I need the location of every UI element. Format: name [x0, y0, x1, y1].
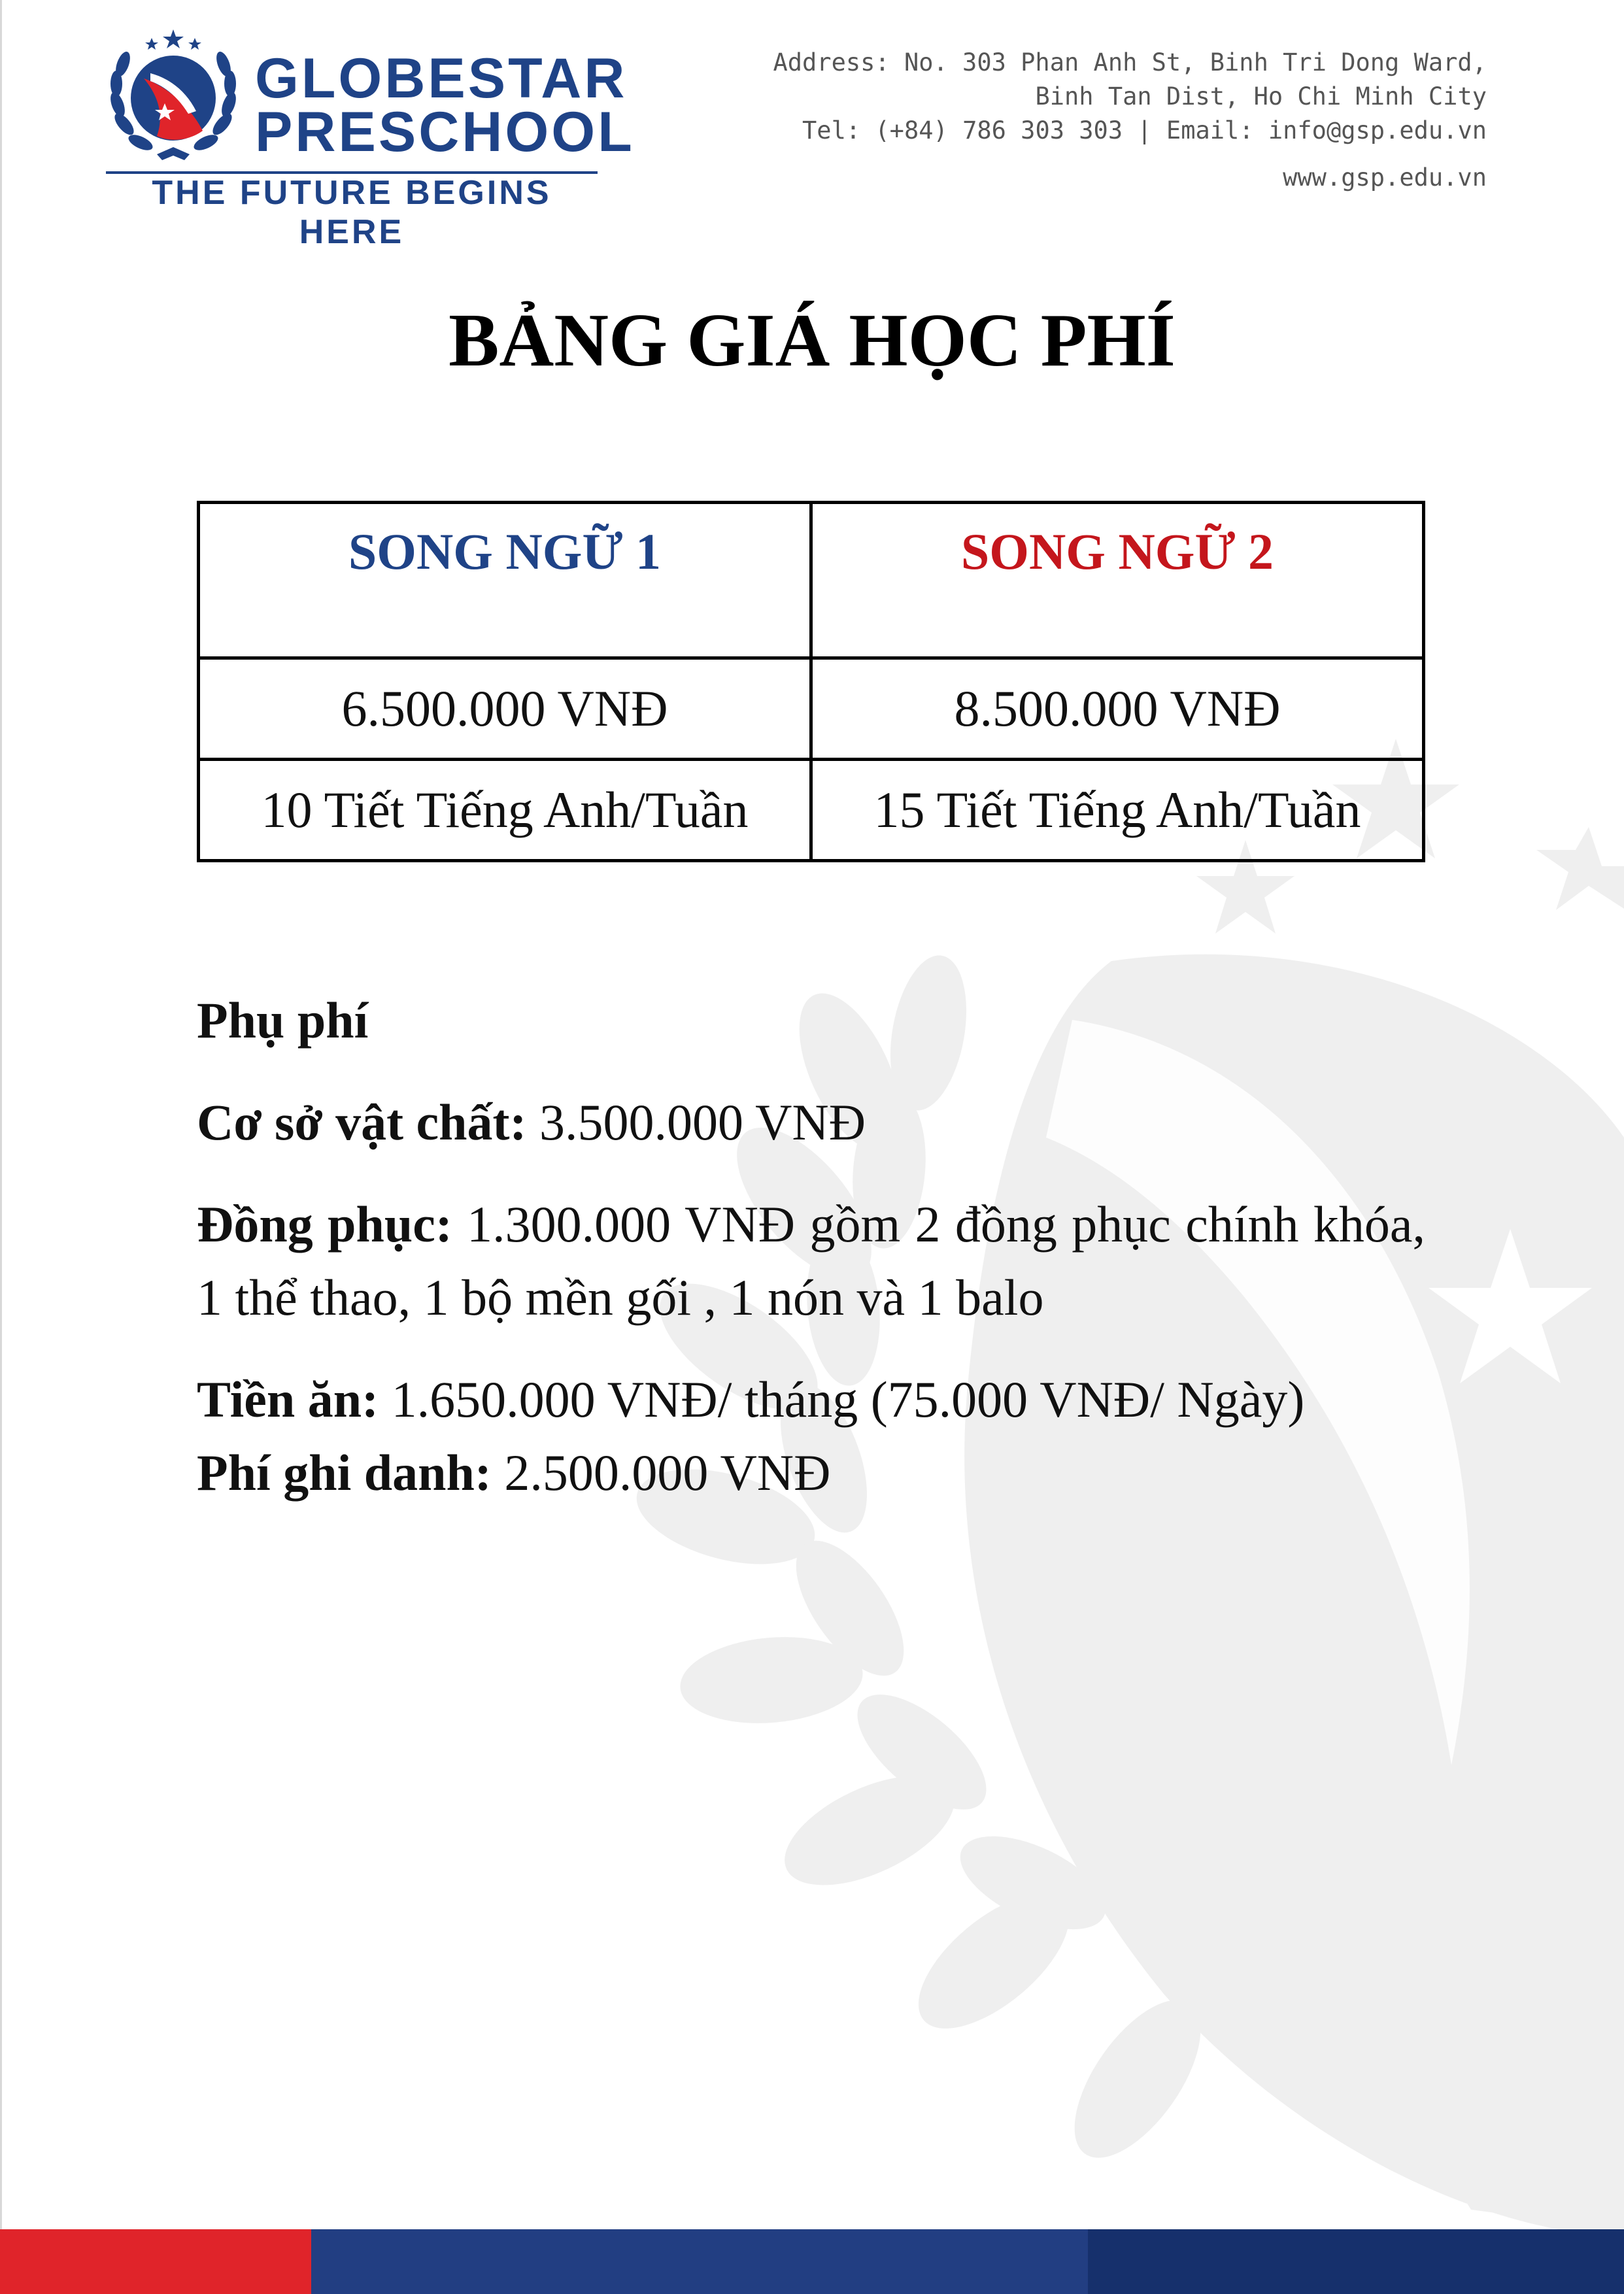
uniform-label: Đồng phục:: [197, 1196, 452, 1253]
school-logo: [105, 26, 635, 251]
uniform-value: 1.300.000 VNĐ gồm 2 đồng phục chính khóa, 1 thể thao, 1 bộ mền gối , 1 nón và 1 balo: [197, 1196, 1425, 1326]
lessons-song-ngu-1: 10 Tiết Tiếng Anh/Tuần: [199, 760, 811, 861]
meals-value: 1.650.000 VNĐ/ tháng (75.000 VNĐ/ Ngày): [379, 1371, 1305, 1428]
address-line2: Binh Tan Dist, Ho Chi Minh City: [1035, 82, 1487, 110]
page-title: BẢNG GIÁ HỌC PHÍ: [448, 299, 1176, 382]
meals-label: Tiền ăn:: [197, 1371, 379, 1428]
price-song-ngu-1: 6.500.000 VNĐ: [199, 658, 811, 760]
lessons-song-ngu-2: 15 Tiết Tiếng Anh/Tuần: [811, 760, 1424, 861]
tel-email: Tel: (+84) 786 303 303 | Email: info@gsp.edu.vn: [802, 116, 1487, 144]
address-line1: Address: No. 303 Phan Anh St, Binh Tri Dong Ward,: [773, 48, 1487, 76]
website-link[interactable]: www.gsp.edu.vn: [1283, 163, 1487, 192]
extra-fees: [197, 984, 1425, 1510]
school-name-line1: GLOBESTAR: [255, 47, 628, 110]
school-emblem-icon: [105, 26, 242, 163]
table-row-price: [199, 658, 1424, 760]
footer-bar-blue: [311, 2229, 1088, 2294]
header-song-ngu-1: SONG NGỮ 1: [199, 503, 811, 658]
school-name-line2: PRESCHOOL: [255, 101, 635, 163]
price-song-ngu-2: 8.500.000 VNĐ: [811, 658, 1424, 760]
registration-value: 2.500.000 VNĐ: [491, 1444, 831, 1501]
facilities-label: Cơ sở vật chất:: [197, 1094, 527, 1151]
footer-bar-red: [0, 2229, 311, 2294]
extras-heading: Phụ phí: [197, 992, 369, 1049]
fee-table: [197, 501, 1425, 862]
contact-info: [637, 46, 1487, 195]
facilities-value: 3.500.000 VNĐ: [526, 1094, 866, 1151]
school-tagline: THE FUTURE BEGINS HERE: [152, 174, 552, 251]
footer-color-bar: [0, 2229, 1624, 2294]
table-header-row: [199, 503, 1424, 658]
table-row-lessons: [199, 760, 1424, 861]
header-song-ngu-2: SONG NGỮ 2: [811, 503, 1424, 658]
watermark-star-icon: [1536, 827, 1624, 910]
registration-label: Phí ghi danh:: [197, 1444, 492, 1501]
footer-bar-navy: [1088, 2229, 1624, 2294]
